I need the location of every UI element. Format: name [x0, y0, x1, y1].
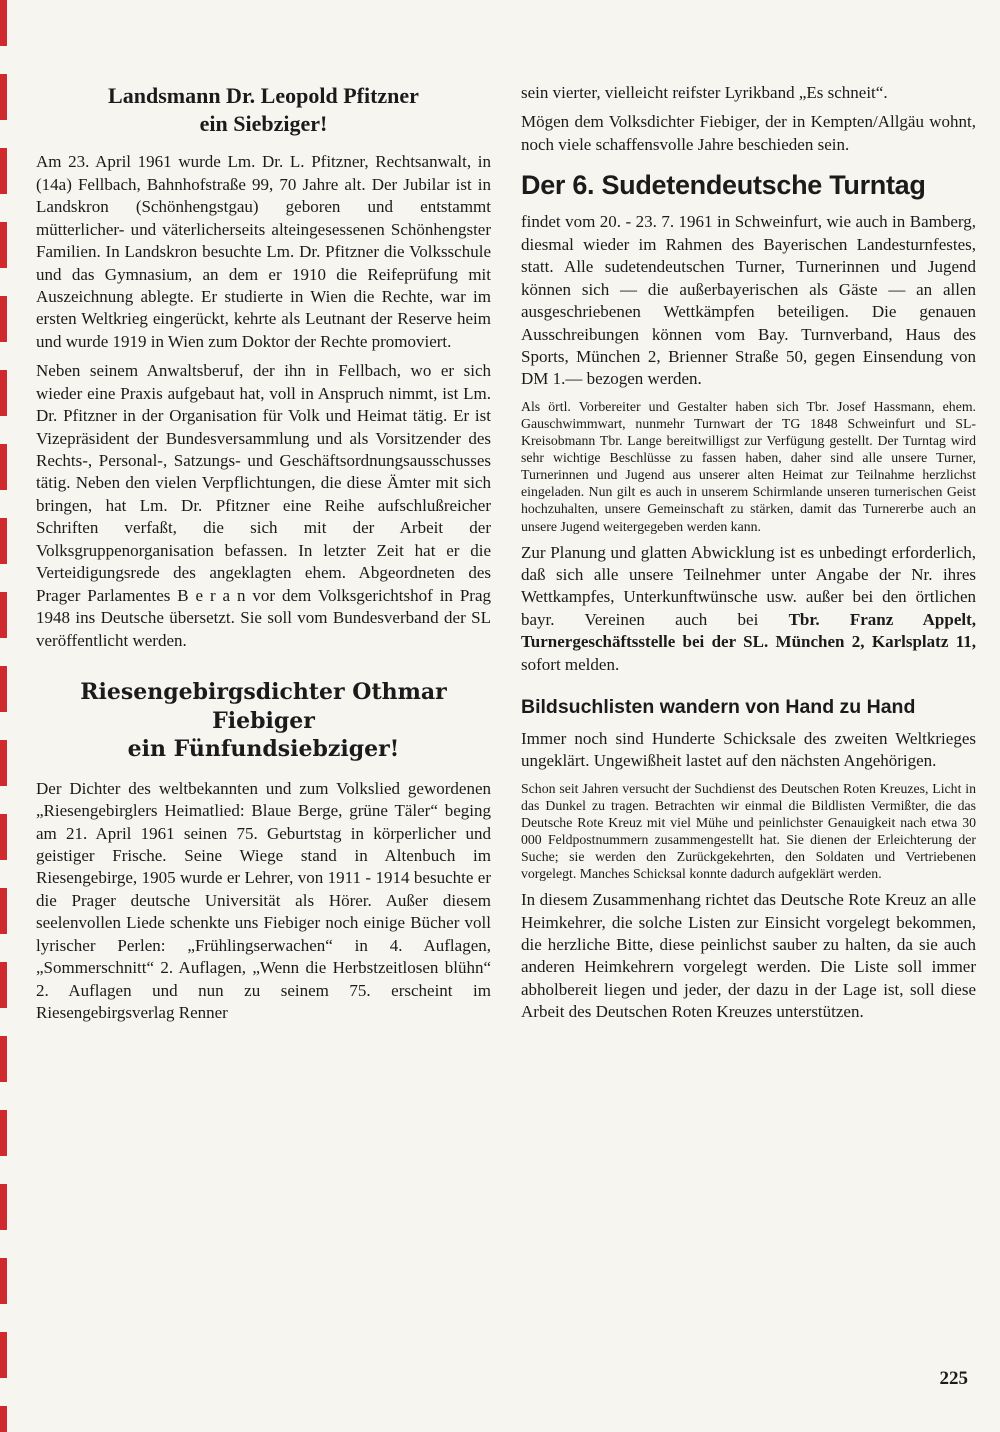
article-fiebiger-title: [36, 678, 491, 764]
article-pfitzner-paragraph-1: Am 23. April 1961 wurde Lm. Dr. L. Pfitzner, Rechtsanwalt, in (14a) Fellbach, Bahnhofstraße 99, 70 Jahre alt. Der Jubilar ist in Landskron (Schönhengstgau) geboren und entstammt mütterlicher- und väterlicherseits alteingesessenen Schönhengster Familien. In Landskron besuchte Lm. Dr. Pfitzner die Volksschule und das Gymnasium, an dem er 1910 die Reifeprüfung mit Auszeichnung ablegte. Er studierte in Wien die Rechte, war im ersten Weltkrieg eingerückt, kehrte als Leutnant der Reserve heim und wurde 1919 in Wien zum Doktor der Rechte promoviert.: [36, 152, 491, 351]
article-fiebiger-title-line2: ein Fünfundsiebziger!: [127, 736, 400, 763]
article-fiebiger: [36, 678, 491, 1025]
article-fiebiger-paragraph-1: Der Dichter des weltbekannten und zum Volkslied gewordenen „Riesengebirglers Heimatlied: Blaue Berge, grüne Täler“ beging am 21. April 1961 seinen 75. Geburtstag in körperlicher und geistiger Frische. Seine Wiege stand in Altenbuch im Riesengebirge, 1905 wurde er Lehrer, von 1911 - 1914 besuchte er die Prager deutsche Universität als Hörer. Außer diesem seelenvollen Liede schenkte uns Fiebiger noch einige Bücher voll lyrischer Perlen: „Frühlingserwachen“ in 4. Auflagen, „Sommerschnitt“ 2. Auflagen, „Wenn die Herbstzeitlosen blühn“ 2. Auflagen und nun zu seinem 75. erscheint im Riesengebirgsverlag Renner: [36, 778, 491, 1023]
article-bildsuchlisten: [521, 696, 976, 1023]
article-turntag-paragraph-2-small: Als örtl. Vorbereiter und Gestalter haben sich Tbr. Josef Hassmann, ehem. Gauschwimmwart, nunmehr Turnwart der TG 1848 Schweinfurt und SL-Kreisobmann Tbr. Lange bereitwilligst zur Verfügung gestellt. Der Turntag wird sehr wichtige Beschlüsse zu fassen haben, daher sind alle unsere Turner, Turnerinnen und Jugend aus unserer alten Heimat zur Teilnahme herzlichst eingeladen. Nun gilt es auch in unserem Schirmlande unseren turnerischen Geist hochzuhalten, unsere Gemeinschaft zu stärken, damit das Turnererbe auch an unsere Jugend weitergegeben werden kann.: [521, 398, 976, 534]
right-column: [521, 82, 976, 1032]
scanned-page: [36, 82, 976, 1032]
article-fiebiger-cont-paragraph-1: sein vierter, vielleicht reifster Lyrikband „Es schneit“.: [521, 83, 888, 102]
left-column: [36, 82, 491, 1032]
article-fiebiger-continued: [521, 82, 976, 156]
page-edge-red-marks: [0, 0, 7, 1432]
article-pfitzner-title: [36, 82, 491, 138]
article-turntag-title: Der 6. Sudetendeutsche Turntag: [521, 170, 926, 201]
article-fiebiger-cont-paragraph-2: Mögen dem Volksdichter Fiebiger, der in Kempten/Allgäu wohnt, noch viele schaffensvolle Jahre beschieden sein.: [521, 112, 976, 154]
article-turntag: [521, 170, 976, 676]
article-pfitzner-title-line1: Landsmann Dr. Leopold Pfitzner: [108, 83, 419, 108]
article-pfitzner-paragraph-2: Neben seinem Anwaltsberuf, der ihn in Fellbach, wo er sich wieder eine Praxis aufgebaut hat, voll in Anspruch nimmt, ist Lm. Dr. Pfitzner in der Organisation für Volk und Heimat tätig. Er ist Vizepräsident der Bundesversammlung und als Vorsitzender des Rechts-, Personal-, Satzungs- und Geschäftsordnungsausschusses tätig. Neben den vielen Verpflichtungen, die diese Ämter mit sich bringen, hat Lm. Dr. Pfitzner eine Reihe aufschlußreicher Schriften verfaßt, die sich mit der Arbeit der Volksgruppenorganisation befassen. In letzter Zeit hat er die Verteidigungsrede des angeklagten ehem. Abgeordneten des Prager Parlamentes B e r a n vor dem Volksgerichtshof in Prag 1948 ins Deutsche übersetzt. Sie soll vom Bundesverband der SL veröffentlicht werden.: [36, 361, 491, 650]
article-fiebiger-title-line1: Riesengebirgsdichter Othmar Fiebiger: [80, 678, 447, 734]
article-pfitzner-title-line2: ein Siebziger!: [199, 111, 328, 137]
article-pfitzner: [36, 82, 491, 652]
article-bildsuchlisten-paragraph-3: In diesem Zusammenhang richtet das Deutsche Rote Kreuz an alle Heimkehrer, die solche Listen zur Einsicht vorgelegt bekommen, die herzliche Bitte, diese peinlichst sauber zu halten, da sie auch anderen Heimkehrern vorgelegt werden. Die Liste soll immer abholbereit liegen und jeder, der dazu in der Lage ist, soll diese Arbeit des Deutschen Roten Kreuzes unterstützen.: [521, 890, 976, 1022]
article-bildsuchlisten-paragraph-1: Immer noch sind Hunderte Schicksale des zweiten Weltkrieges ungeklärt. Ungewißheit lastet auf den nächsten Angehörigen.: [521, 728, 976, 771]
article-turntag-paragraph-1: findet vom 20. - 23. 7. 1961 in Schweinfurt, wie auch in Bamberg, diesmal wieder im Rahmen des Bayerischen Landesturnfestes, statt. Alle sudetendeutschen Turner, Turnerinnen und Jugend können sich — die außerbayerischen als Gäste — an allen ausgeschriebenen Wettkämpfen beteiligen. Die genauen Ausschreibungen können vom Bay. Turnverband, Haus des Sports, München 2, Brienner Straße 50, gegen Einsendung von DM 1.— bezogen werden.: [521, 212, 976, 389]
article-turntag-paragraph-3: Zur Planung und glatten Abwicklung ist es unbedingt erforderlich, daß sich alle unsere Teilnehmer unter Angabe der Nr. ihres Wettkampfes, Unterkunftwünsche usw. außer bei den örtlichen bayr. Vereinen auch bei Tbr. Franz Appelt, Turnergeschäftsstelle bei der SL. München 2, Karlsplatz 11, sofort melden.: [521, 542, 977, 674]
article-bildsuchlisten-title: Bildsuchlisten wandern von Hand zu Hand: [521, 696, 916, 719]
article-bildsuchlisten-paragraph-2-small: Schon seit Jahren versucht der Suchdienst des Deutschen Roten Kreuzes, Licht in das Dunkel zu tragen. Betrachten wir einmal die Bildlisten Vermißter, die das Deutsche Rote Kreuz mit viel Mühe und peinlichster Genauigkeit nach etwa 30 000 Feldpostnummern zusammengestellt hat. Sie dienen der Erleichterung der Suche; sie werden den Zurückgekehrten, den Soldaten und Vertriebenen vorgelegt. Manches Schicksal konnte dadurch aufgeklärt werden.: [521, 780, 976, 881]
page-number: 225: [939, 1368, 968, 1389]
